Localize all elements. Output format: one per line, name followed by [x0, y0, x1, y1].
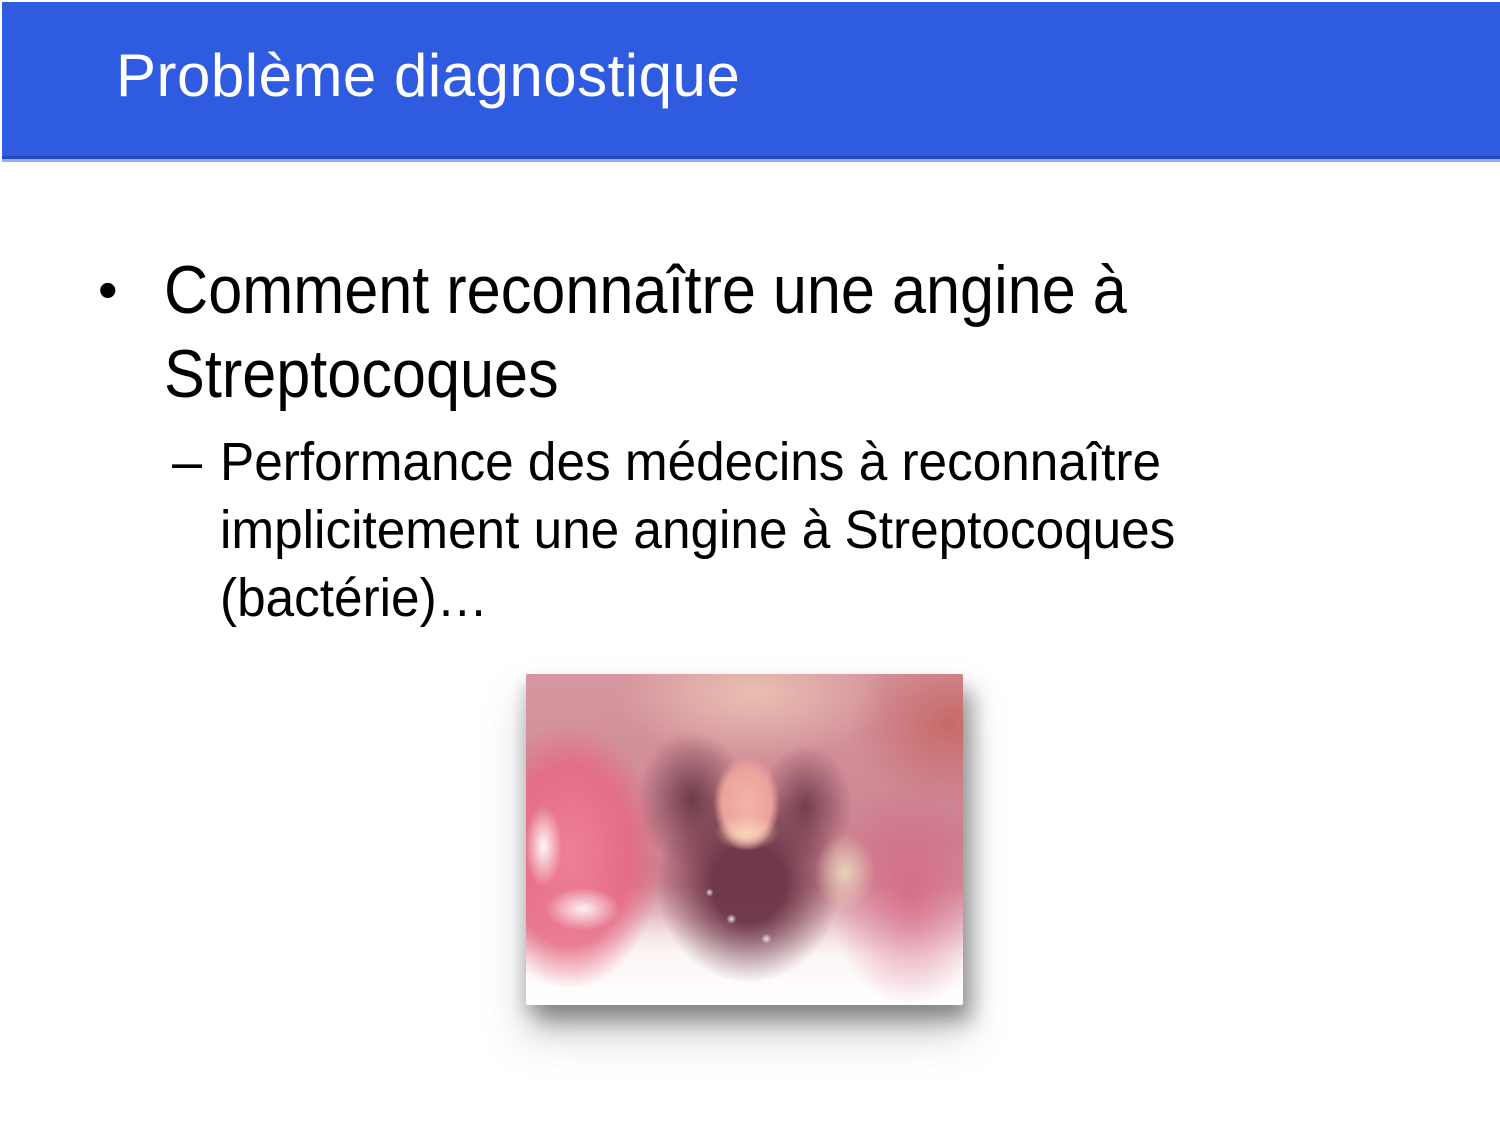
- bullet-line: Performance des médecins à reconnaître: [220, 432, 1161, 492]
- bullet-item-main: [98, 248, 1234, 416]
- bullet-line: (bactérie)…: [220, 568, 488, 628]
- bullet-line: Streptocoques: [164, 336, 559, 412]
- bullet-item-sub: [172, 428, 1226, 632]
- title-bar: [2, 2, 1500, 162]
- sub-bullet-text: [220, 428, 1175, 632]
- bullet-line: Comment reconnaître une angine à: [164, 252, 1127, 328]
- dash-marker: –: [172, 432, 203, 492]
- bullet-marker: •: [98, 258, 118, 321]
- bullet-text: [164, 248, 1127, 416]
- slide-title: Problème diagnostique: [116, 41, 741, 109]
- throat-photo: [526, 674, 963, 1005]
- bullet-line: implicitement une angine à Streptocoques: [220, 500, 1176, 560]
